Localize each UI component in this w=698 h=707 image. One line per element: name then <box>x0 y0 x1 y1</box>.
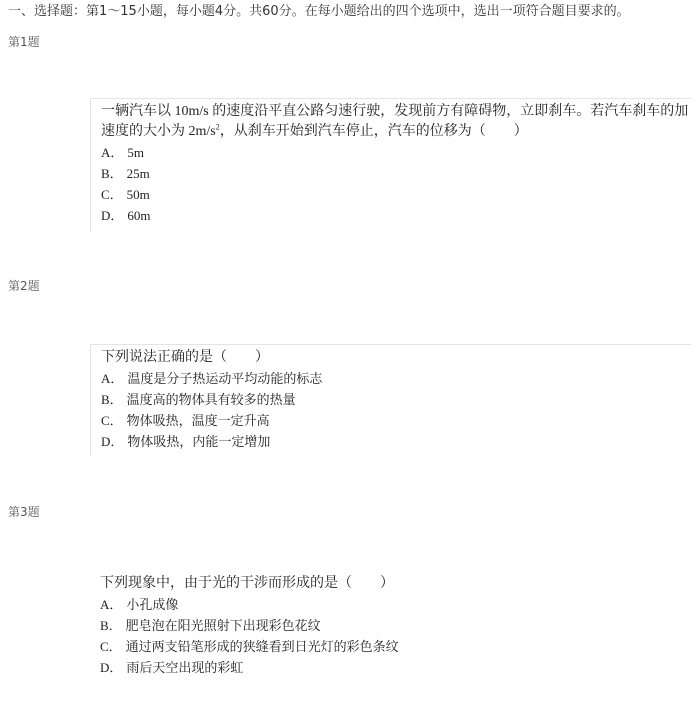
question-1-body <box>90 98 691 232</box>
option-letter: D． <box>100 660 123 675</box>
option-letter: C． <box>101 413 123 428</box>
question-2-stem: 下列说法正确的是（ ） <box>101 350 269 365</box>
option-letter: D． <box>101 208 124 223</box>
question-1-option-c <box>101 184 691 205</box>
option-letter: C． <box>100 639 122 654</box>
option-letter: B． <box>101 392 123 407</box>
question-3-option-d <box>100 657 690 678</box>
question-1-stem <box>101 102 691 142</box>
question-3-option-a <box>100 594 690 615</box>
option-letter: B． <box>101 166 123 181</box>
question-3-label: 第3题 <box>8 505 40 519</box>
option-text: 50m <box>126 187 150 202</box>
option-text: 物体吸热，内能一定增加 <box>127 434 271 449</box>
option-letter: A． <box>100 597 123 612</box>
option-text: 25m <box>126 166 150 181</box>
option-text: 温度是分子热运动平均动能的标志 <box>127 371 323 386</box>
option-text: 5m <box>127 145 145 160</box>
option-text: 雨后天空出现的彩虹 <box>126 660 244 675</box>
question-3-option-b <box>100 615 690 636</box>
question-3-option-c <box>100 636 690 657</box>
question-2-option-c <box>101 410 691 431</box>
question-3-body <box>90 574 690 684</box>
option-text: 通过两支铅笔形成的狭缝看到日光灯的彩色条纹 <box>125 639 399 654</box>
question-2-option-d <box>101 431 691 452</box>
option-text: 温度高的物体具有较多的热量 <box>126 392 296 407</box>
option-letter: C． <box>101 187 123 202</box>
question-1-stem-part1: 一辆汽车以 10m/s 的速度沿平直公路匀速行驶，发现前方有障碍物，立即刹车。若汽车刹车的加速度的大小为 2m/s <box>101 104 689 139</box>
question-1-label: 第1题 <box>8 35 40 49</box>
question-3-stem: 下列现象中，由于光的干涉而形成的是（ ） <box>100 576 394 591</box>
question-2-option-a <box>101 368 691 389</box>
question-1-stem-superscript: 2 <box>215 122 220 132</box>
option-text: 肥皂泡在阳光照射下出现彩色花纹 <box>125 618 321 633</box>
question-1-option-b <box>101 163 691 184</box>
question-2-label: 第2题 <box>8 279 40 293</box>
option-letter: A． <box>101 371 124 386</box>
question-1-stem-part2: ，从刹车开始到汽车停止，汽车的位移为（ ） <box>219 124 528 139</box>
option-text: 小孔成像 <box>126 597 179 612</box>
option-letter: A． <box>101 145 124 160</box>
question-1-option-a <box>101 142 691 163</box>
option-text: 物体吸热，温度一定升高 <box>126 413 270 428</box>
section-instructions: 一、选择题：第1～15小题，每小题4分。共60分。在每小题给出的四个选项中，选出一项符合题目要求的。 <box>8 4 630 19</box>
option-letter: B． <box>100 618 122 633</box>
question-2-body <box>90 344 691 456</box>
option-letter: D． <box>101 434 124 449</box>
question-2-option-b <box>101 389 691 410</box>
option-text: 60m <box>127 208 151 223</box>
question-1-option-d <box>101 205 691 226</box>
